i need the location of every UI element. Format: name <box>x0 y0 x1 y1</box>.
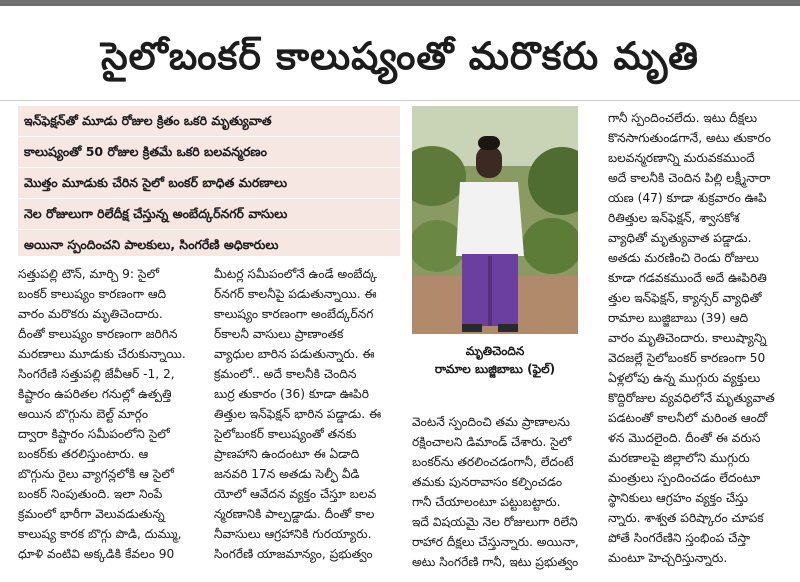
text-line: ఏళ్లలోపు ఉన్న ముగ్గురు వ్యక్తులు <box>608 371 761 385</box>
article-column-2 <box>214 264 404 564</box>
subheadline: ఇన్‌ఫెక్షన్‌తో మూడు రోజుల క్రితం ఒకరి మృత్యువాత <box>18 106 400 137</box>
text-line: యణ (47) కూడా శుక్రవారం ఊపి <box>608 191 767 205</box>
text-line: సింగరేణి సత్తుపల్లి జేవీఆర్ -1, 2, <box>18 367 175 381</box>
text-line: నీవాసులు ఆగ్రహానికి గురయ్యారు. <box>214 527 372 541</box>
text-line: మరణాలు మూడుకు చేరుకున్నాయి. <box>18 347 186 361</box>
article-column-1 <box>18 264 208 564</box>
text-line: క్రమంలో భారీగా వెలువడుతున్న <box>18 507 165 521</box>
text-line: ప్రాణహాని ఉందంటూ ఈ ఏడాది <box>214 447 360 461</box>
subheadline: కాలుష్యంతో 50 రోజుల క్రితమే ఒకరి బలవన్మరణం <box>18 137 400 168</box>
photo-caption <box>412 342 578 378</box>
text-line: వ్యాధుల బారిన పడుతున్నారు. ఈ <box>214 347 375 361</box>
text-line: తిత్తుల ఇన్‌ఫెక్షన్ భారిన పడ్డాడు. ఈ <box>214 407 382 421</box>
top-border <box>0 0 800 6</box>
caption-line: మృతిచెందిన <box>465 344 525 358</box>
text-line: సింగరేణి యాజమాన్యం, ప్రభుత్వం <box>214 547 373 561</box>
text-line: క్రమంలో.. అదే కాలనీకి చెందిన <box>214 367 357 381</box>
subheadline: నెల రోజులుగా రిలేదీక్ష చేస్తున్న అంబేద్కర్‌నగర్ వాసులు <box>18 199 400 230</box>
text-line: పడటంతో కాలనీలో మరింత ఆందో <box>608 411 768 425</box>
text-line: బంకర్‌ను తరలించడంగానీ, లేదంటే <box>412 455 574 469</box>
text-line: అదే కాలనీకి చెందిన పిల్లి లక్ష్మీనారా <box>608 171 771 185</box>
caption-line: రామాల బుజ్జిబాబు (ఫైల్) <box>434 362 556 376</box>
text-line: బంకర్‌కు తరలిస్తుంటారు. ఆ <box>18 447 149 461</box>
text-line: మరణాలపై జిల్లాలోని ముగ్గురు <box>608 451 750 465</box>
text-line: అటు సింగరేణి గానీ, ఇటు ప్రభుత్వం <box>412 555 579 569</box>
text-line: కిష్టారం ఉపరితల గనుల్లో ఉత్పత్తి <box>18 387 172 401</box>
text-line: ద్వారా కిష్టారం సమీపంలోని సైలో <box>18 427 170 441</box>
text-line: మంత్రులు స్పందించడం లేదంటూ <box>608 471 761 485</box>
text-line: జనవరి 17న అతడు సెల్ఫీ వీడి <box>214 467 360 481</box>
text-line: బొగ్గును రైలు వ్యాగన్లలోకి ఆ సైలో <box>18 467 174 481</box>
text-line: వ్యాధితో మృత్యువాత పడ్డాడు. <box>608 231 752 245</box>
subheadline-box <box>18 106 400 256</box>
text-line: బంకర్ కాలుష్యం కారణంగా ఆది <box>18 287 167 301</box>
text-line: అతడు మరణించి రెండు రోజులు <box>608 251 759 265</box>
text-line: వెంటనే స్పందించి తమ ప్రాణాలను <box>412 415 570 429</box>
text-line: బంకర్ నింపుతుంది. ఇలా నింపే <box>18 487 163 501</box>
text-line: దీంతో కాలుష్యం కారణంగా జరిగిన <box>18 327 178 341</box>
text-line: కూడా గడవకముందే అదే ఊపిరితి <box>608 271 767 285</box>
text-line: మీటర్ల సమీపంలోనే ఉండే అంబేద్క <box>214 267 377 281</box>
headline-rule <box>0 100 800 101</box>
text-line: పోతే సింగరేణిని స్తంభింప చేస్తా <box>608 531 751 545</box>
text-line: వారం మృతిచెందారు. కాలుష్యాన్ని <box>608 331 767 345</box>
text-line: న్మరణానికి పాల్పడ్డాడు. దీంతో కాల <box>214 507 375 521</box>
text-line: తమకు పునరావాసం కల్పించడం <box>412 475 562 489</box>
text-line: సైలోబంకర్ కాలుష్యంతో తనకు <box>214 427 357 441</box>
text-line: ర్‌కాలనీ వాసులు ప్రాణాంతక <box>214 327 344 341</box>
text-line: ధూళి వంటివి అక్కడికి కేవలం 90 <box>18 547 175 561</box>
text-line: గానీ చేయాలంటూ పట్టుబట్టారు. <box>412 495 561 509</box>
text-line: న్నారు. శాశ్వత పరిష్కారం చూపక <box>608 511 764 525</box>
person-photo <box>412 106 578 334</box>
text-line: రామాల బుజ్జిబాబు (39) ఆది <box>608 311 749 325</box>
text-line: సత్తుపల్లి టౌన్, మార్చి 9: సైలో <box>18 267 159 281</box>
text-line: మంటూ హెచ్చరిస్తున్నారు. <box>608 551 728 565</box>
text-line: అయిన బొగ్గును బెల్ట్ మార్గం <box>18 407 149 421</box>
article-column-3 <box>608 108 796 568</box>
text-line: కాలుష్య కారక బొగ్గు పొడి, దుమ్ము, <box>18 527 182 541</box>
text-line: బలవన్మరణాన్ని మరువకముందే <box>608 151 755 165</box>
article-column-2b <box>412 412 602 572</box>
text-line: రక్షించాలని డిమాండ్ చేశారు. సైలో <box>412 435 572 449</box>
text-line: వారం మరొకరు మృతిచెందారు. <box>18 307 163 321</box>
text-line: ళన మొదలైంది. దీంతో ఈ వరుస <box>608 431 761 445</box>
text-line: ఇదే విషయమై నెల రోజులుగా రిలేని <box>412 515 578 529</box>
headline: సైలోబంకర్ కాలుష్యంతో మరొకరు మృతి <box>100 34 699 78</box>
text-line: కొద్దిరోజుల వ్యవధిలోనే మృత్యువాత <box>608 391 775 405</box>
text-line: యోలో ఆవేదన వ్యక్తం చేస్తూ బలవ <box>214 487 377 501</box>
subheadline: మొత్తం మూడుకు చేరిన సైలో బంకర్ బాధిత మరణాలు <box>18 168 400 199</box>
text-line: స్థానికులు ఆగ్రహం వ్యక్తం చేస్తు <box>608 491 748 505</box>
text-line: రితిత్తుల ఇన్‌ఫెక్షన్, శ్వాసకోశ <box>608 211 740 225</box>
text-line: బుర్ర తుకారం (36) కూడా ఊపిరి <box>214 387 369 401</box>
text-line: గానీ స్పందించలేదు. ఇటు దీక్షలు <box>608 111 758 125</box>
text-line: వెదజల్లే సైలోబంకర్ కారణంగా 50 <box>608 351 766 365</box>
text-line: కాలుష్యం కారణంగా అంబేద్కర్‌నగ <box>214 307 374 321</box>
text-line: ర్‌నగర్ కాలనీపై పడుతున్నాయి. ఈ <box>214 287 377 301</box>
text-line: కొనసాగుతుండగానే, అటు తుకారం <box>608 131 771 145</box>
text-line: త్తుల ఇన్‌ఫెక్షన్, క్యాన్సర్ వ్యాధితో <box>608 291 762 305</box>
text-line: రాహార దీక్షలు చేస్తున్నారు. అయినా, <box>412 535 579 549</box>
subheadline: అయినా స్పందించని పాలకులు, సింగరేణి అధికారులు <box>18 230 400 261</box>
